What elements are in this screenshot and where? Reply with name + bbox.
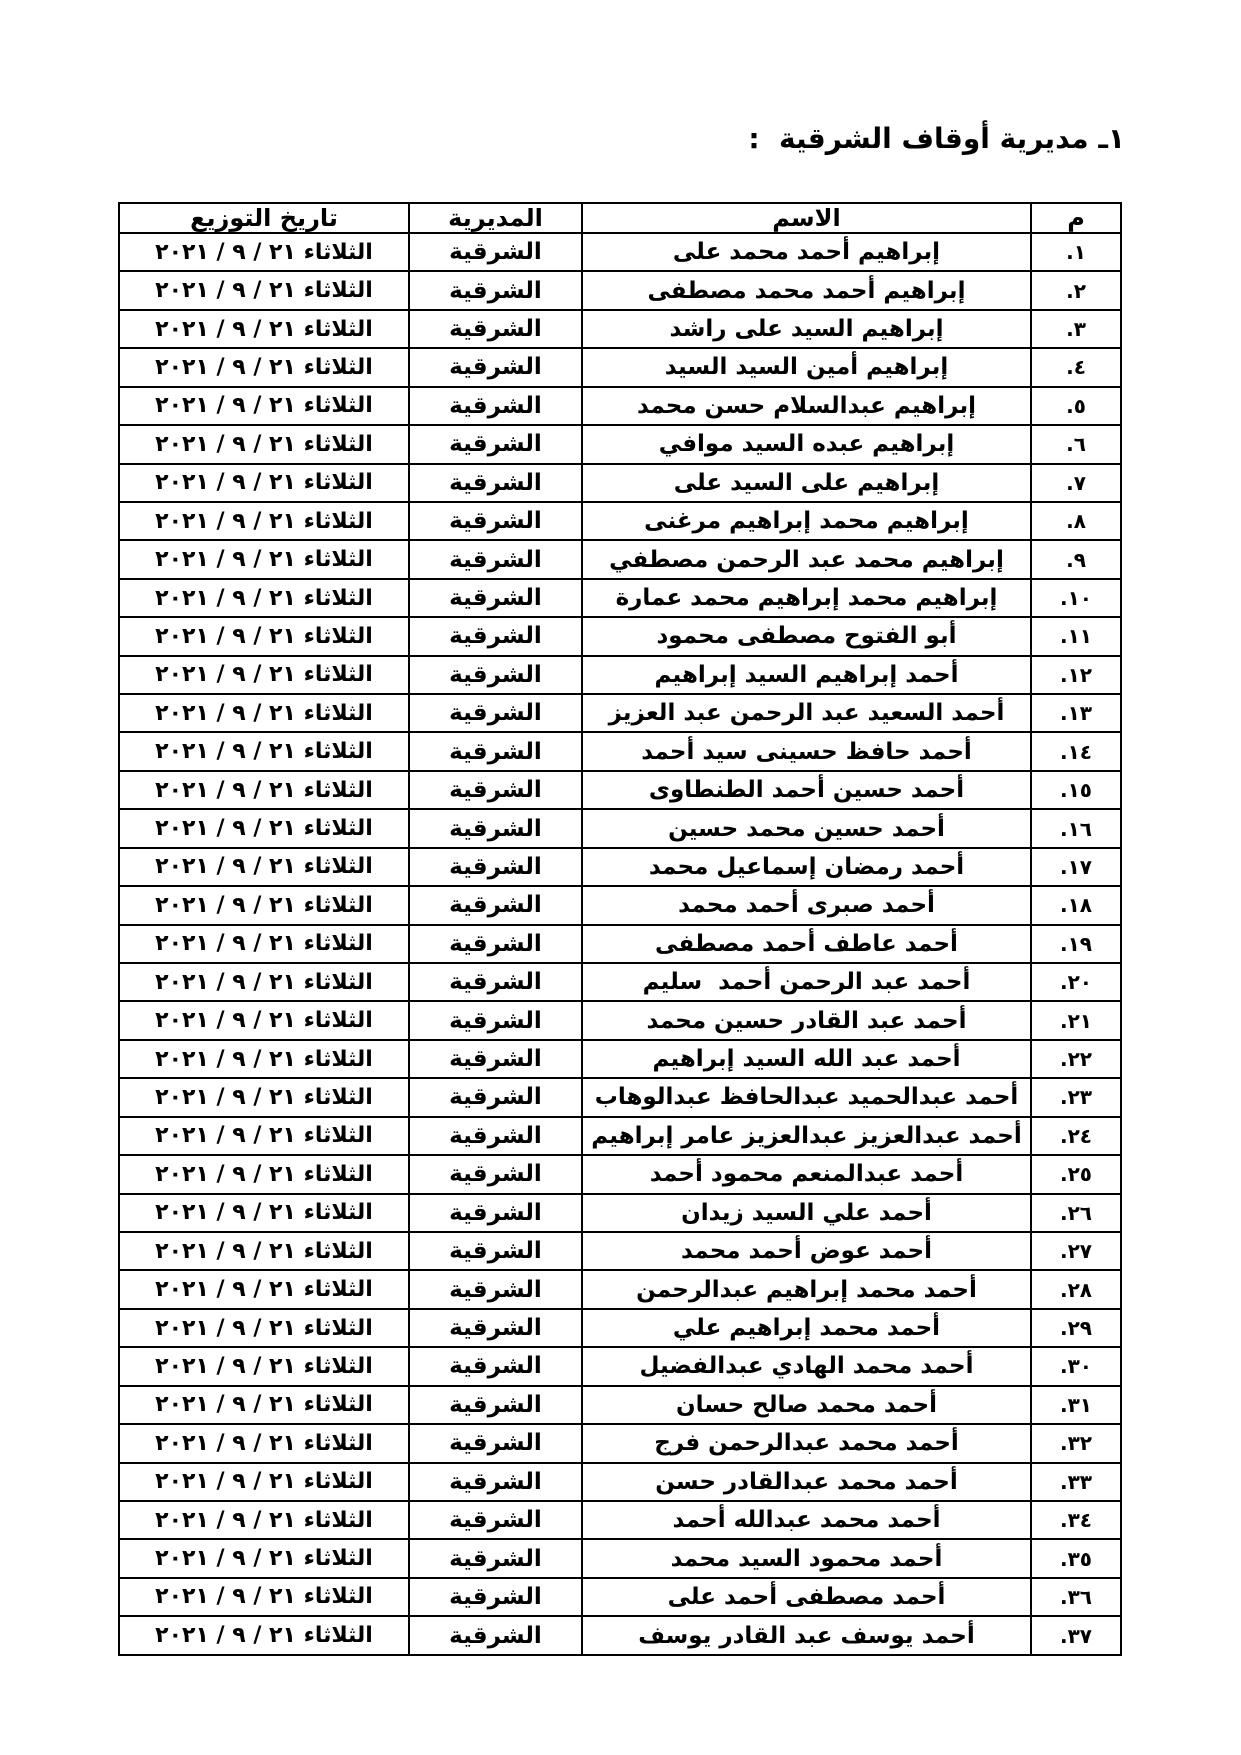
table-row [119, 1463, 1121, 1501]
table-row [119, 1386, 1121, 1424]
cell-date: الثلاثاء ٢١ / ٩ / ٢٠٢١ [119, 1347, 409, 1385]
cell-directorate: الشرقية [409, 771, 582, 809]
cell-row-number: ١٨. [1031, 886, 1121, 924]
cell-row-number: ١٧. [1031, 848, 1121, 886]
cell-date: الثلاثاء ٢١ / ٩ / ٢٠٢١ [119, 579, 409, 617]
cell-date: الثلاثاء ٢١ / ٩ / ٢٠٢١ [119, 502, 409, 540]
distribution-table [118, 202, 1122, 1656]
table-row [119, 540, 1121, 578]
header-cell-num: م [1031, 203, 1121, 233]
cell-row-number: ٢٣. [1031, 1078, 1121, 1116]
cell-row-number: ١. [1031, 233, 1121, 271]
table-row [119, 1616, 1121, 1655]
cell-date: الثلاثاء ٢١ / ٩ / ٢٠٢١ [119, 233, 409, 271]
cell-date: الثلاثاء ٢١ / ٩ / ٢٠٢١ [119, 271, 409, 309]
cell-name: إبراهيم أحمد محمد مصطفى [582, 271, 1031, 309]
table-row [119, 1117, 1121, 1155]
header-cell-name: الاسم [582, 203, 1031, 233]
cell-name: أحمد صبرى أحمد محمد [582, 886, 1031, 924]
cell-row-number: ١٣. [1031, 694, 1121, 732]
cell-row-number: ١٩. [1031, 925, 1121, 963]
cell-date: الثلاثاء ٢١ / ٩ / ٢٠٢١ [119, 925, 409, 963]
cell-directorate: الشرقية [409, 540, 582, 578]
cell-directorate: الشرقية [409, 579, 582, 617]
cell-date: الثلاثاء ٢١ / ٩ / ٢٠٢١ [119, 425, 409, 463]
cell-directorate: الشرقية [409, 348, 582, 386]
cell-row-number: ٣٧. [1031, 1616, 1121, 1655]
table-row [119, 271, 1121, 309]
cell-directorate: الشرقية [409, 1539, 582, 1577]
cell-directorate: الشرقية [409, 1155, 582, 1193]
cell-name: أحمد محمد الهادي عبدالفضيل [582, 1347, 1031, 1385]
table-row [119, 1578, 1121, 1616]
cell-name: أحمد حافظ حسينى سيد أحمد [582, 732, 1031, 770]
cell-directorate: الشرقية [409, 1078, 582, 1116]
cell-name: أحمد عبدالعزيز عبدالعزيز عامر إبراهيم [582, 1117, 1031, 1155]
table-row [119, 1040, 1121, 1078]
table-row [119, 656, 1121, 694]
table-row [119, 1078, 1121, 1116]
cell-row-number: ١٤. [1031, 732, 1121, 770]
cell-directorate: الشرقية [409, 656, 582, 694]
cell-name: أحمد رمضان إسماعيل محمد [582, 848, 1031, 886]
cell-date: الثلاثاء ٢١ / ٩ / ٢٠٢١ [119, 617, 409, 655]
table-row [119, 771, 1121, 809]
cell-directorate: الشرقية [409, 310, 582, 348]
cell-row-number: ٢٨. [1031, 1270, 1121, 1308]
cell-row-number: ٣٤. [1031, 1501, 1121, 1539]
cell-name: أحمد عبدالحميد عبدالحافظ عبدالوهاب [582, 1078, 1031, 1116]
cell-row-number: ٣٠. [1031, 1347, 1121, 1385]
table-row [119, 1501, 1121, 1539]
table-row [119, 502, 1121, 540]
cell-row-number: ٦. [1031, 425, 1121, 463]
cell-name: أحمد عبد القادر حسين محمد [582, 1001, 1031, 1039]
cell-row-number: ٢. [1031, 271, 1121, 309]
cell-date: الثلاثاء ٢١ / ٩ / ٢٠٢١ [119, 464, 409, 502]
cell-row-number: ٢٢. [1031, 1040, 1121, 1078]
cell-row-number: ١١. [1031, 617, 1121, 655]
cell-directorate: الشرقية [409, 1347, 582, 1385]
cell-date: الثلاثاء ٢١ / ٩ / ٢٠٢١ [119, 1040, 409, 1078]
cell-name: أحمد محمد عبدالقادر حسن [582, 1463, 1031, 1501]
table-row [119, 1155, 1121, 1193]
cell-date: الثلاثاء ٢١ / ٩ / ٢٠٢١ [119, 1463, 409, 1501]
cell-name: أحمد محمود السيد محمد [582, 1539, 1031, 1577]
cell-name: أحمد محمد عبدالرحمن فرج [582, 1424, 1031, 1462]
cell-name: إبراهيم محمد عبد الرحمن مصطفي [582, 540, 1031, 578]
cell-row-number: ٣٣. [1031, 1463, 1121, 1501]
cell-row-number: ٣٥. [1031, 1539, 1121, 1577]
table-row [119, 1270, 1121, 1308]
table-row [119, 425, 1121, 463]
cell-date: الثلاثاء ٢١ / ٩ / ٢٠٢١ [119, 771, 409, 809]
cell-row-number: ٣. [1031, 310, 1121, 348]
cell-date: الثلاثاء ٢١ / ٩ / ٢٠٢١ [119, 1578, 409, 1616]
table-row [119, 925, 1121, 963]
table-row [119, 963, 1121, 1001]
cell-row-number: ٣١. [1031, 1386, 1121, 1424]
cell-date: الثلاثاء ٢١ / ٩ / ٢٠٢١ [119, 1309, 409, 1347]
cell-date: الثلاثاء ٢١ / ٩ / ٢٠٢١ [119, 848, 409, 886]
table-row [119, 579, 1121, 617]
cell-directorate: الشرقية [409, 1578, 582, 1616]
cell-directorate: الشرقية [409, 502, 582, 540]
table-row [119, 464, 1121, 502]
cell-directorate: الشرقية [409, 886, 582, 924]
table-row [119, 1424, 1121, 1462]
header-cell-directorate: المديرية [409, 203, 582, 233]
cell-name: أحمد عاطف أحمد مصطفى [582, 925, 1031, 963]
cell-name: أحمد حسين أحمد الطنطاوى [582, 771, 1031, 809]
cell-row-number: ٤. [1031, 348, 1121, 386]
cell-date: الثلاثاء ٢١ / ٩ / ٢٠٢١ [119, 694, 409, 732]
cell-date: الثلاثاء ٢١ / ٩ / ٢٠٢١ [119, 540, 409, 578]
cell-row-number: ٣٦. [1031, 1578, 1121, 1616]
cell-name: أحمد محمد صالح حسان [582, 1386, 1031, 1424]
cell-date: الثلاثاء ٢١ / ٩ / ٢٠٢١ [119, 1270, 409, 1308]
cell-row-number: ٢٦. [1031, 1194, 1121, 1232]
cell-directorate: الشرقية [409, 1309, 582, 1347]
cell-date: الثلاثاء ٢١ / ٩ / ٢٠٢١ [119, 1232, 409, 1270]
cell-name: أحمد محمد عبدالله أحمد [582, 1501, 1031, 1539]
cell-name: إبراهيم السيد على راشد [582, 310, 1031, 348]
cell-name: أحمد محمد إبراهيم علي [582, 1309, 1031, 1347]
cell-directorate: الشرقية [409, 848, 582, 886]
table-row [119, 1194, 1121, 1232]
cell-name: إبراهيم محمد إبراهيم مرغنى [582, 502, 1031, 540]
cell-name: أحمد مصطفى أحمد على [582, 1578, 1031, 1616]
cell-date: الثلاثاء ٢١ / ٩ / ٢٠٢١ [119, 1155, 409, 1193]
cell-name: إبراهيم عبدالسلام حسن محمد [582, 387, 1031, 425]
table-row [119, 1001, 1121, 1039]
table-header-row [119, 203, 1121, 233]
table-row [119, 387, 1121, 425]
cell-name: أحمد عبد الرحمن أحمد سليم [582, 963, 1031, 1001]
cell-row-number: ٢٥. [1031, 1155, 1121, 1193]
cell-directorate: الشرقية [409, 732, 582, 770]
cell-directorate: الشرقية [409, 464, 582, 502]
cell-directorate: الشرقية [409, 1424, 582, 1462]
cell-row-number: ١٦. [1031, 809, 1121, 847]
cell-row-number: ٢٧. [1031, 1232, 1121, 1270]
table-row [119, 1232, 1121, 1270]
table-row [119, 310, 1121, 348]
cell-directorate: الشرقية [409, 1616, 582, 1655]
header-cell-date: تاريخ التوزيع [119, 203, 409, 233]
cell-name: أحمد عوض أحمد محمد [582, 1232, 1031, 1270]
cell-directorate: الشرقية [409, 963, 582, 1001]
cell-date: الثلاثاء ٢١ / ٩ / ٢٠٢١ [119, 963, 409, 1001]
cell-row-number: ٣٢. [1031, 1424, 1121, 1462]
cell-row-number: ٥. [1031, 387, 1121, 425]
cell-date: الثلاثاء ٢١ / ٩ / ٢٠٢١ [119, 310, 409, 348]
cell-date: الثلاثاء ٢١ / ٩ / ٢٠٢١ [119, 1539, 409, 1577]
cell-name: أحمد يوسف عبد القادر يوسف [582, 1616, 1031, 1655]
cell-row-number: ٢٤. [1031, 1117, 1121, 1155]
cell-directorate: الشرقية [409, 1001, 582, 1039]
cell-directorate: الشرقية [409, 1270, 582, 1308]
cell-directorate: الشرقية [409, 387, 582, 425]
cell-name: أحمد عبد الله السيد إبراهيم [582, 1040, 1031, 1078]
cell-date: الثلاثاء ٢١ / ٩ / ٢٠٢١ [119, 1194, 409, 1232]
cell-date: الثلاثاء ٢١ / ٩ / ٢٠٢١ [119, 348, 409, 386]
cell-row-number: ١٥. [1031, 771, 1121, 809]
cell-name: أحمد إبراهيم السيد إبراهيم [582, 656, 1031, 694]
cell-name: إبراهيم محمد إبراهيم محمد عمارة [582, 579, 1031, 617]
cell-directorate: الشرقية [409, 1501, 582, 1539]
cell-date: الثلاثاء ٢١ / ٩ / ٢٠٢١ [119, 809, 409, 847]
cell-row-number: ٧. [1031, 464, 1121, 502]
cell-directorate: الشرقية [409, 271, 582, 309]
cell-directorate: الشرقية [409, 809, 582, 847]
cell-row-number: ٢١. [1031, 1001, 1121, 1039]
cell-directorate: الشرقية [409, 1194, 582, 1232]
cell-directorate: الشرقية [409, 925, 582, 963]
cell-name: أحمد حسين محمد حسين [582, 809, 1031, 847]
cell-name: إبراهيم على السيد على [582, 464, 1031, 502]
cell-name: إبراهيم أمين السيد السيد [582, 348, 1031, 386]
cell-date: الثلاثاء ٢١ / ٩ / ٢٠٢١ [119, 1501, 409, 1539]
cell-date: الثلاثاء ٢١ / ٩ / ٢٠٢١ [119, 1078, 409, 1116]
cell-row-number: ١٢. [1031, 656, 1121, 694]
cell-directorate: الشرقية [409, 1463, 582, 1501]
cell-directorate: الشرقية [409, 1040, 582, 1078]
table-row [119, 886, 1121, 924]
cell-date: الثلاثاء ٢١ / ٩ / ٢٠٢١ [119, 1616, 409, 1655]
table-row [119, 1539, 1121, 1577]
cell-date: الثلاثاء ٢١ / ٩ / ٢٠٢١ [119, 1386, 409, 1424]
cell-directorate: الشرقية [409, 1386, 582, 1424]
cell-directorate: الشرقية [409, 617, 582, 655]
cell-date: الثلاثاء ٢١ / ٩ / ٢٠٢١ [119, 732, 409, 770]
cell-name: أحمد علي السيد زيدان [582, 1194, 1031, 1232]
table-row [119, 617, 1121, 655]
cell-directorate: الشرقية [409, 1117, 582, 1155]
page-title: ١ـ مديرية أوقاف الشرقية : [748, 122, 1125, 155]
cell-row-number: ١٠. [1031, 579, 1121, 617]
table-row [119, 809, 1121, 847]
table-row [119, 732, 1121, 770]
cell-directorate: الشرقية [409, 233, 582, 271]
table-row [119, 1347, 1121, 1385]
cell-name: أبو الفتوح مصطفى محمود [582, 617, 1031, 655]
cell-directorate: الشرقية [409, 1232, 582, 1270]
cell-row-number: ٨. [1031, 502, 1121, 540]
cell-date: الثلاثاء ٢١ / ٩ / ٢٠٢١ [119, 886, 409, 924]
table-row [119, 694, 1121, 732]
table-row [119, 1309, 1121, 1347]
table-body [119, 233, 1121, 1655]
cell-date: الثلاثاء ٢١ / ٩ / ٢٠٢١ [119, 1424, 409, 1462]
cell-row-number: ٢٩. [1031, 1309, 1121, 1347]
cell-name: أحمد محمد إبراهيم عبدالرحمن [582, 1270, 1031, 1308]
cell-row-number: ٢٠. [1031, 963, 1121, 1001]
cell-name: أحمد عبدالمنعم محمود أحمد [582, 1155, 1031, 1193]
cell-date: الثلاثاء ٢١ / ٩ / ٢٠٢١ [119, 1117, 409, 1155]
table-row [119, 348, 1121, 386]
cell-directorate: الشرقية [409, 425, 582, 463]
cell-date: الثلاثاء ٢١ / ٩ / ٢٠٢١ [119, 387, 409, 425]
cell-name: إبراهيم عبده السيد موافي [582, 425, 1031, 463]
table-row [119, 233, 1121, 271]
cell-date: الثلاثاء ٢١ / ٩ / ٢٠٢١ [119, 656, 409, 694]
cell-name: إبراهيم أحمد محمد على [582, 233, 1031, 271]
cell-directorate: الشرقية [409, 694, 582, 732]
cell-row-number: ٩. [1031, 540, 1121, 578]
cell-date: الثلاثاء ٢١ / ٩ / ٢٠٢١ [119, 1001, 409, 1039]
cell-name: أحمد السعيد عبد الرحمن عبد العزيز [582, 694, 1031, 732]
table-row [119, 848, 1121, 886]
